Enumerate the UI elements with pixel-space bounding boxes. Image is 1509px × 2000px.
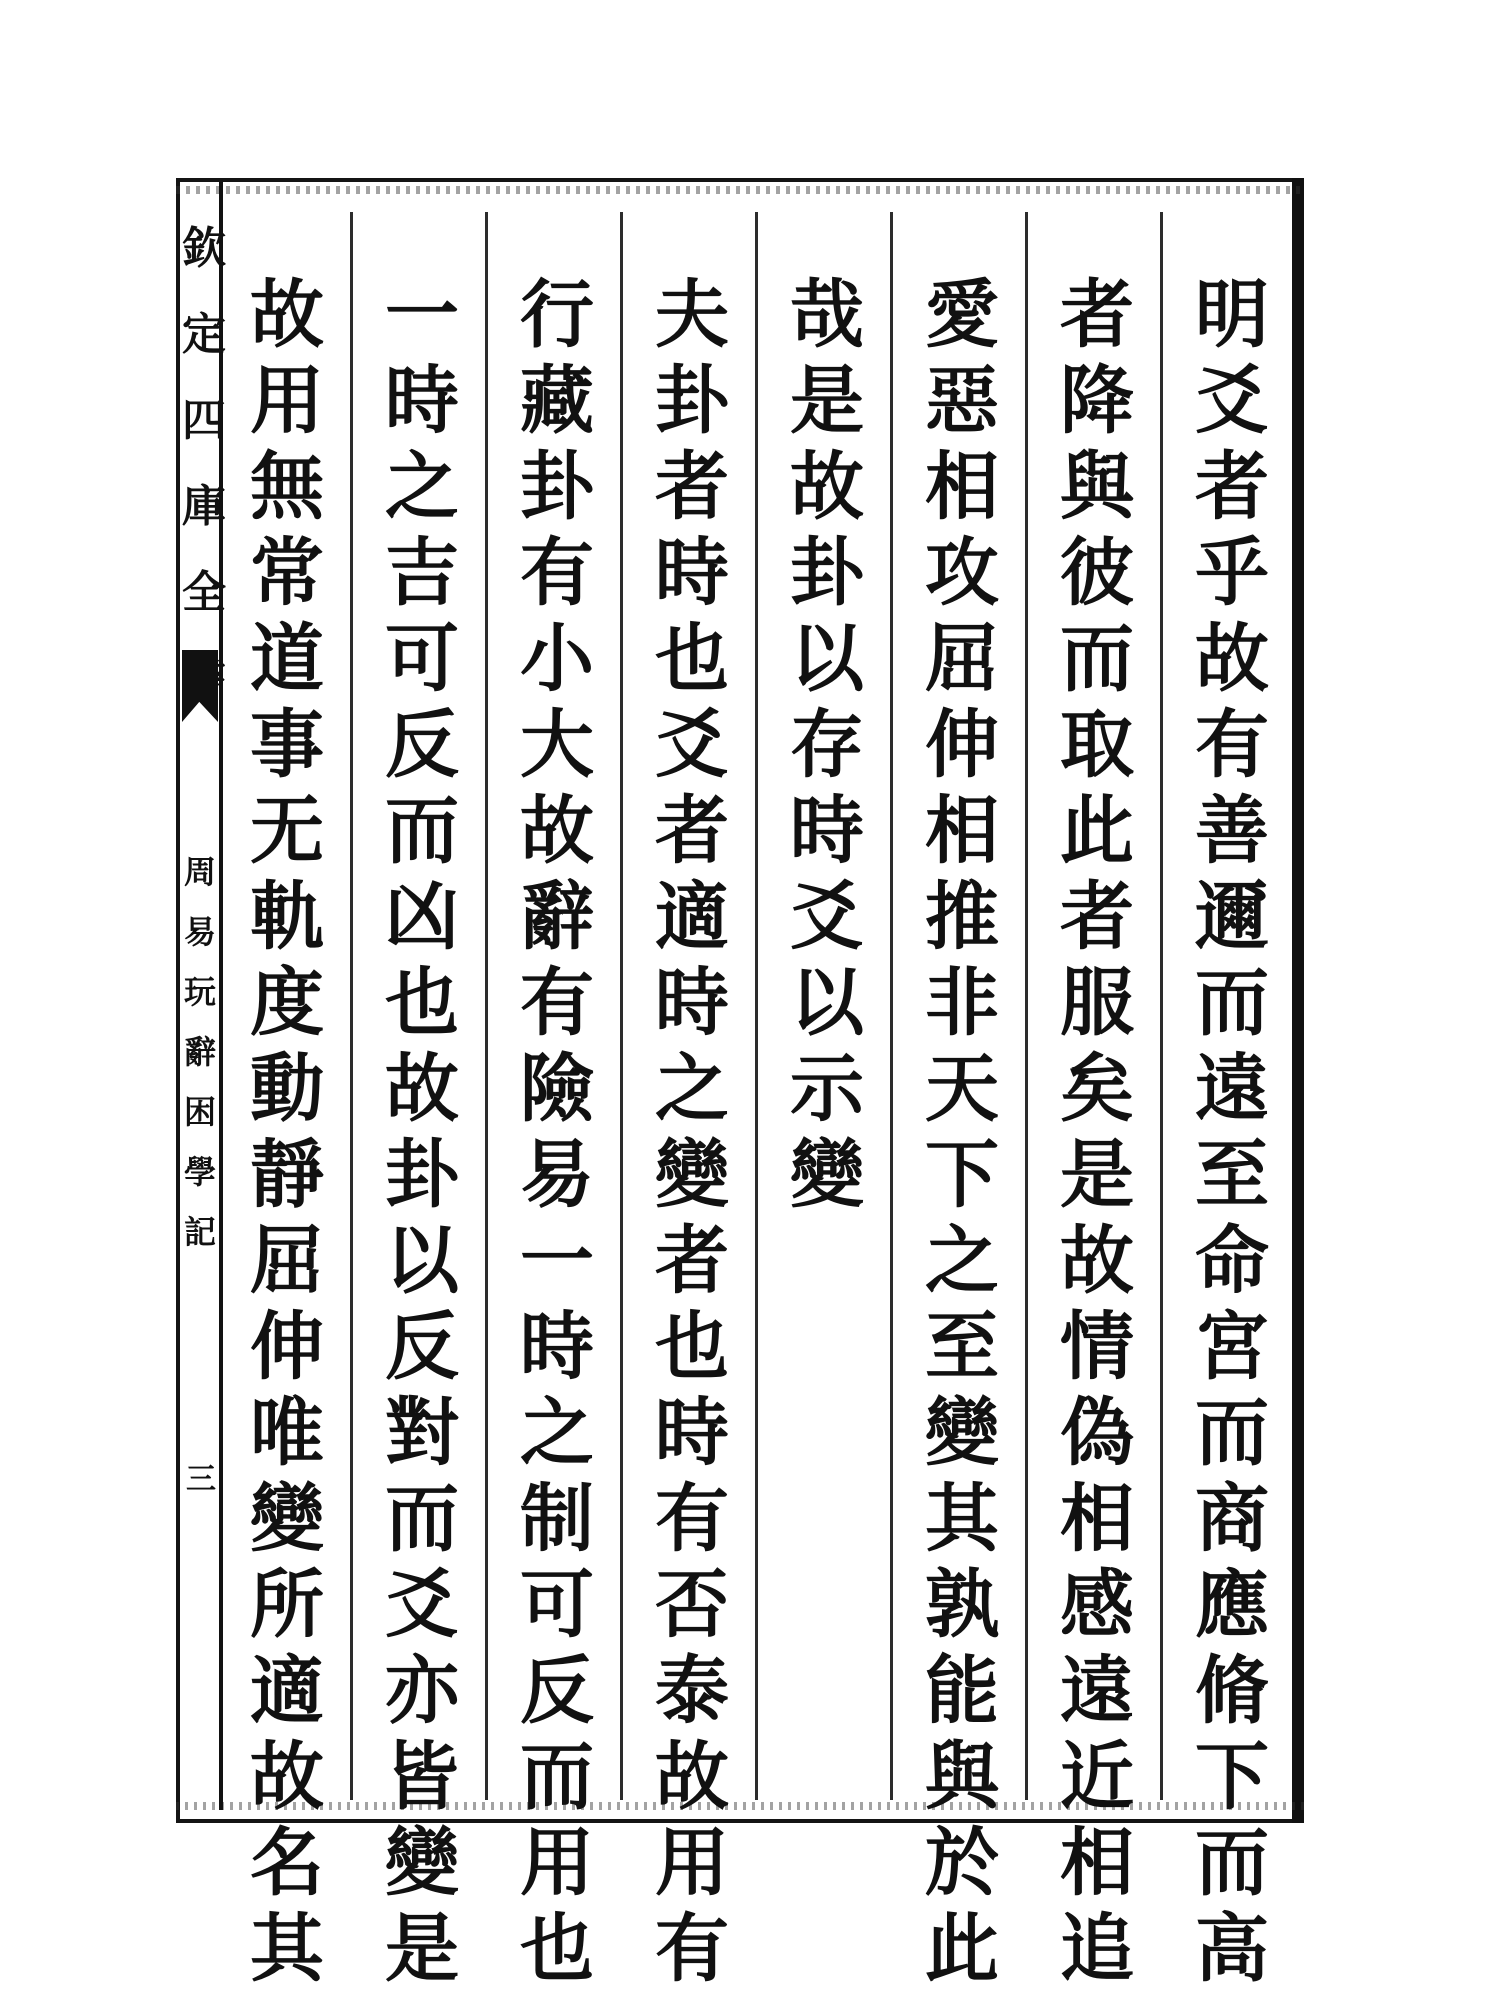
character: 是 xyxy=(790,358,864,444)
character: 相 xyxy=(1060,1476,1134,1562)
character: 反 xyxy=(520,1648,594,1734)
character: 天 xyxy=(925,1046,999,1132)
character: 凶 xyxy=(385,874,459,960)
character: 卦 xyxy=(655,358,729,444)
character: 故 xyxy=(655,1734,729,1820)
character: 事 xyxy=(250,702,324,788)
character: 屈 xyxy=(250,1218,324,1304)
character: 矣 xyxy=(1060,1046,1134,1132)
character: 善 xyxy=(1195,788,1269,874)
margin-character: 周 xyxy=(184,853,217,891)
character: 以 xyxy=(790,616,864,702)
character: 有 xyxy=(520,960,594,1046)
character: 有 xyxy=(1195,702,1269,788)
margin-character: 全 xyxy=(182,567,226,618)
character: 一 xyxy=(385,272,459,358)
character: 故 xyxy=(385,1046,459,1132)
character: 軌 xyxy=(250,874,324,960)
character: 與 xyxy=(1060,444,1134,530)
character: 故 xyxy=(520,788,594,874)
character: 取 xyxy=(1060,702,1134,788)
column-rule xyxy=(485,212,488,1800)
character: 可 xyxy=(385,616,459,702)
margin-character: 困 xyxy=(184,1093,217,1131)
character: 此 xyxy=(1060,788,1134,874)
text-column xyxy=(771,272,883,1218)
text-column xyxy=(1176,272,1288,1992)
character: 對 xyxy=(385,1390,459,1476)
margin-character: 欽 xyxy=(182,223,226,274)
character: 卦 xyxy=(385,1132,459,1218)
character: 下 xyxy=(925,1132,999,1218)
character: 遠 xyxy=(1195,1046,1269,1132)
character: 之 xyxy=(925,1218,999,1304)
character: 而 xyxy=(1195,1390,1269,1476)
character: 時 xyxy=(655,530,729,616)
character: 大 xyxy=(520,702,594,788)
character: 靜 xyxy=(250,1132,324,1218)
character: 皆 xyxy=(385,1734,459,1820)
character: 時 xyxy=(790,788,864,874)
character: 否 xyxy=(655,1562,729,1648)
character: 相 xyxy=(925,444,999,530)
character: 變 xyxy=(790,1132,864,1218)
margin-character: 學 xyxy=(184,1153,217,1191)
character: 而 xyxy=(520,1734,594,1820)
character: 藏 xyxy=(520,358,594,444)
column-text xyxy=(1041,272,1153,1992)
character: 道 xyxy=(250,616,324,702)
character: 者 xyxy=(655,444,729,530)
character: 之 xyxy=(385,444,459,530)
character: 命 xyxy=(1195,1218,1269,1304)
character: 非 xyxy=(925,960,999,1046)
character: 爻 xyxy=(1195,358,1269,444)
text-column xyxy=(906,272,1018,1992)
character: 辭 xyxy=(520,874,594,960)
character: 時 xyxy=(655,960,729,1046)
character: 下 xyxy=(1195,1734,1269,1820)
character: 邇 xyxy=(1195,874,1269,960)
character: 者 xyxy=(655,1218,729,1304)
character: 之 xyxy=(655,1046,729,1132)
character: 變 xyxy=(385,1820,459,1906)
character: 卦 xyxy=(520,444,594,530)
character: 相 xyxy=(1060,1820,1134,1906)
column-rule xyxy=(350,212,353,1800)
character: 可 xyxy=(520,1562,594,1648)
character: 動 xyxy=(250,1046,324,1132)
character: 爻 xyxy=(790,874,864,960)
character: 以 xyxy=(385,1218,459,1304)
character: 用 xyxy=(655,1820,729,1906)
column-rule xyxy=(755,212,758,1800)
character: 商 xyxy=(1195,1476,1269,1562)
book-title xyxy=(184,842,217,1251)
character: 而 xyxy=(1195,960,1269,1046)
character: 反 xyxy=(385,702,459,788)
column-text xyxy=(231,272,343,1992)
character: 度 xyxy=(250,960,324,1046)
character: 之 xyxy=(520,1390,594,1476)
character: 故 xyxy=(1060,1218,1134,1304)
column-rule xyxy=(1160,212,1163,1800)
character: 推 xyxy=(925,874,999,960)
margin-character: 玩 xyxy=(184,973,217,1011)
character: 故 xyxy=(250,272,324,358)
text-column xyxy=(636,272,748,1992)
character: 適 xyxy=(250,1648,324,1734)
column-rule xyxy=(620,212,623,1800)
character: 常 xyxy=(250,530,324,616)
character: 無 xyxy=(250,444,324,530)
character: 名 xyxy=(250,1820,324,1906)
character: 感 xyxy=(1060,1562,1134,1648)
character: 也 xyxy=(655,1304,729,1390)
margin-character: 易 xyxy=(184,913,217,951)
character: 應 xyxy=(1195,1562,1269,1648)
character: 孰 xyxy=(925,1562,999,1648)
character: 者 xyxy=(1060,272,1134,358)
character: 至 xyxy=(925,1304,999,1390)
column-rule xyxy=(890,212,893,1800)
character: 而 xyxy=(1060,616,1134,702)
character: 變 xyxy=(925,1390,999,1476)
character: 一 xyxy=(520,1218,594,1304)
character: 是 xyxy=(385,1906,459,1992)
character: 此 xyxy=(925,1906,999,1992)
character: 卦 xyxy=(790,530,864,616)
character: 服 xyxy=(1060,960,1134,1046)
character: 彼 xyxy=(1060,530,1134,616)
right-frame-border xyxy=(1292,178,1304,1823)
column-text xyxy=(366,272,478,1992)
character: 時 xyxy=(655,1390,729,1476)
character: 脩 xyxy=(1195,1648,1269,1734)
character: 小 xyxy=(520,616,594,702)
character: 是 xyxy=(1060,1132,1134,1218)
character: 情 xyxy=(1060,1304,1134,1390)
character: 其 xyxy=(250,1906,324,1992)
character: 變 xyxy=(655,1132,729,1218)
collection-title xyxy=(182,206,226,618)
character: 行 xyxy=(520,272,594,358)
character: 故 xyxy=(1195,616,1269,702)
character: 用 xyxy=(520,1820,594,1906)
character: 者 xyxy=(1060,874,1134,960)
character: 至 xyxy=(1195,1132,1269,1218)
character: 也 xyxy=(655,616,729,702)
character: 哉 xyxy=(790,272,864,358)
character: 泰 xyxy=(655,1648,729,1734)
character: 險 xyxy=(520,1046,594,1132)
character: 夫 xyxy=(655,272,729,358)
character: 與 xyxy=(925,1734,999,1820)
character: 反 xyxy=(385,1304,459,1390)
page-number: 三 xyxy=(186,1462,216,1497)
character: 乎 xyxy=(1195,530,1269,616)
character: 明 xyxy=(1195,272,1269,358)
character: 也 xyxy=(520,1906,594,1992)
character: 而 xyxy=(385,788,459,874)
character: 伸 xyxy=(925,702,999,788)
character: 爻 xyxy=(385,1562,459,1648)
character: 者 xyxy=(1195,444,1269,530)
margin-character: 記 xyxy=(184,1213,217,1251)
column-text xyxy=(636,272,748,1992)
character: 遠 xyxy=(1060,1648,1134,1734)
character: 惡 xyxy=(925,358,999,444)
character: 伸 xyxy=(250,1304,324,1390)
character: 攻 xyxy=(925,530,999,616)
character: 也 xyxy=(385,960,459,1046)
top-ink-speckles xyxy=(176,186,1304,194)
book-title-text xyxy=(184,842,217,1251)
margin-character: 定 xyxy=(182,309,226,360)
character: 存 xyxy=(790,702,864,788)
character: 時 xyxy=(520,1304,594,1390)
column-text xyxy=(501,272,613,1992)
column-text xyxy=(1176,272,1288,1992)
character: 故 xyxy=(790,444,864,530)
character: 制 xyxy=(520,1476,594,1562)
margin-character: 辭 xyxy=(184,1033,217,1071)
character: 相 xyxy=(925,788,999,874)
text-column xyxy=(1041,272,1153,1992)
character: 能 xyxy=(925,1648,999,1734)
character: 追 xyxy=(1060,1906,1134,1992)
character: 示 xyxy=(790,1046,864,1132)
character: 者 xyxy=(655,788,729,874)
character: 亦 xyxy=(385,1648,459,1734)
character: 有 xyxy=(655,1476,729,1562)
character: 時 xyxy=(385,358,459,444)
text-column xyxy=(231,272,343,1992)
character: 屈 xyxy=(925,616,999,702)
character: 吉 xyxy=(385,530,459,616)
character: 唯 xyxy=(250,1390,324,1476)
margin-character: 庫 xyxy=(182,481,226,532)
column-text xyxy=(906,272,1018,1992)
character: 降 xyxy=(1060,358,1134,444)
character: 而 xyxy=(1195,1820,1269,1906)
character: 變 xyxy=(250,1476,324,1562)
collection-title-text xyxy=(182,206,226,618)
character: 有 xyxy=(520,530,594,616)
character: 无 xyxy=(250,788,324,874)
character: 故 xyxy=(250,1734,324,1820)
character: 爻 xyxy=(655,702,729,788)
text-column xyxy=(501,272,613,1992)
character: 其 xyxy=(925,1476,999,1562)
margin-character: 四 xyxy=(182,395,226,446)
column-text xyxy=(771,272,883,1218)
character: 愛 xyxy=(925,272,999,358)
character: 以 xyxy=(790,960,864,1046)
character: 有 xyxy=(655,1906,729,1992)
character: 而 xyxy=(385,1476,459,1562)
column-rule xyxy=(1025,212,1028,1800)
character: 易 xyxy=(520,1132,594,1218)
character: 所 xyxy=(250,1562,324,1648)
character: 近 xyxy=(1060,1734,1134,1820)
character: 高 xyxy=(1195,1906,1269,1992)
character: 偽 xyxy=(1060,1390,1134,1476)
character: 適 xyxy=(655,874,729,960)
character: 用 xyxy=(250,358,324,444)
text-column xyxy=(366,272,478,1992)
character: 於 xyxy=(925,1820,999,1906)
character: 宮 xyxy=(1195,1304,1269,1390)
